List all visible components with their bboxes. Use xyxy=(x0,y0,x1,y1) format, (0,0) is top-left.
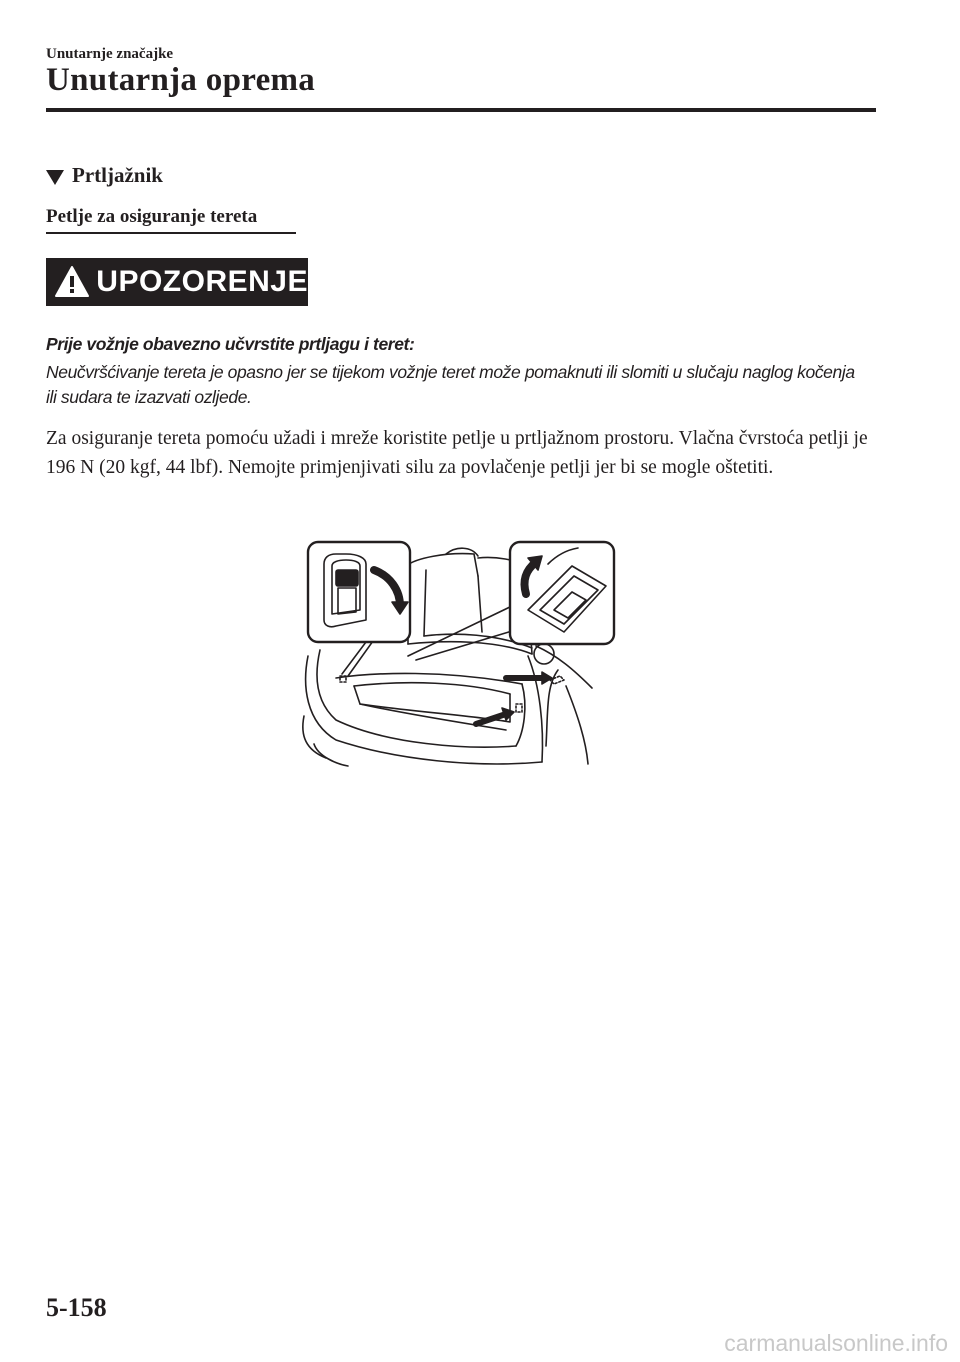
section-title: Unutarnja oprema xyxy=(46,62,316,98)
subsection-heading xyxy=(46,163,163,188)
page-number: 5-158 xyxy=(46,1293,107,1322)
warning-banner xyxy=(46,258,308,306)
triangle-down-icon xyxy=(46,170,64,185)
topic-title: Petlje za osiguranje tereta xyxy=(46,206,258,227)
warning-label: UPOZORENJE xyxy=(96,265,308,298)
chapter-label: Unutarnje značajke xyxy=(46,46,174,62)
warning-heading: Prije vožnje obavezno učvrstite prtljagu i teret: xyxy=(46,334,415,354)
cargo-hook-illustration xyxy=(296,536,626,777)
watermark-text: carmanualsonline.info xyxy=(724,1330,948,1356)
warning-triangle-icon xyxy=(54,262,90,302)
body-paragraph: Za osiguranje tereta pomoću užadi i mreže koristite petlje u prtljažnom prostoru. Vlačna čvrstoća petlji je 196 N (20 kgf, 44 lbf). Nemojte primjenjivati silu za povlačenje petlji jer bi se mogle oštetiti. xyxy=(46,428,868,478)
header-rule xyxy=(46,108,876,112)
subsection-heading-text: Prtljažnik xyxy=(72,163,163,187)
warning-body: Neučvršćivanje tereta je opasno jer se tijekom vožnje teret može pomaknuti ili slomiti u slučaju naglog kočenja ili sudara te izazvati ozljede. xyxy=(46,362,855,407)
topic-underline xyxy=(46,232,296,234)
